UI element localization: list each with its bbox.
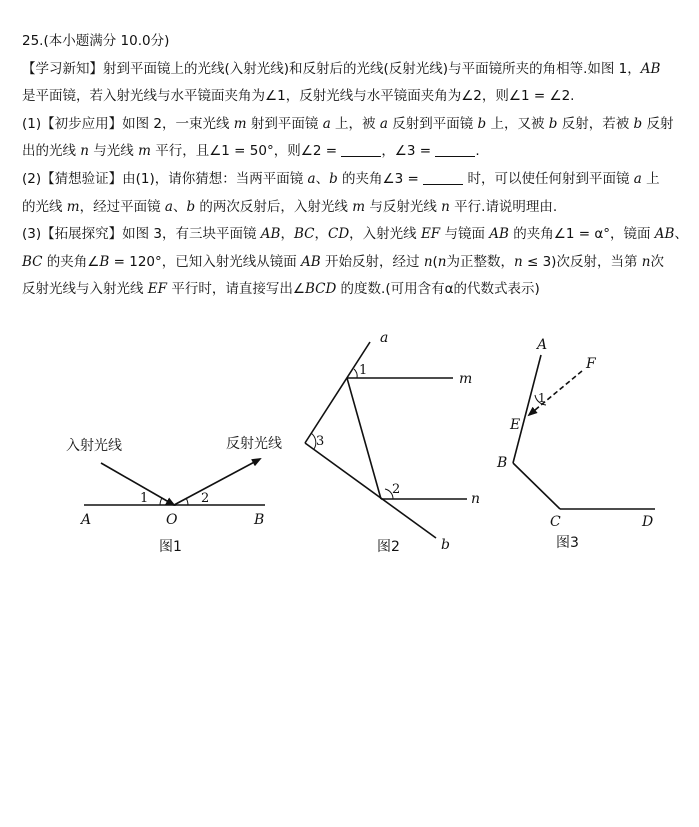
- text-segment: ，: [280, 226, 294, 243]
- text-segment: 25.(本小题满分 10.0分): [22, 33, 170, 49]
- text-segment: ，经过平面镜: [79, 198, 165, 215]
- math-variable: CD: [327, 226, 350, 243]
- text-segment: 的夹角∠3 =: [337, 170, 424, 187]
- math-variable: a: [307, 170, 316, 187]
- math-variable: m: [352, 198, 366, 215]
- text-segment: 的度数.(可用含有α的代数式表示): [336, 281, 540, 298]
- mirror-a-label: a: [380, 330, 389, 346]
- text-segment: ，: [314, 226, 328, 243]
- text-segment: 反射: [642, 115, 674, 132]
- angle-1-arc: [160, 498, 162, 505]
- math-variable: n: [423, 253, 433, 270]
- ray-m-label: m: [459, 371, 473, 387]
- figure-1-caption: 图1: [159, 539, 182, 555]
- text-segment: 平行，且∠1 = 50°，则∠2 =: [150, 143, 342, 160]
- text-segment: 与光线: [89, 143, 139, 160]
- point-d-label: D: [642, 514, 654, 530]
- text-segment: 的夹角∠: [42, 253, 100, 270]
- angle-2-label: 2: [392, 482, 401, 497]
- math-variable: n: [441, 198, 450, 215]
- math-variable: AB: [260, 226, 281, 243]
- text-segment: ，入射光线: [349, 226, 421, 243]
- math-variable: AB: [301, 253, 321, 270]
- math-variable: B: [99, 253, 110, 270]
- math-variable: b: [477, 115, 487, 132]
- text-segment: (3)【拓展探究】如图 3，有三块平面镜: [22, 226, 261, 243]
- text-segment: 是平面镜，若入射光线与水平镜面夹角为∠1，反射光线与水平镜面夹角为∠2，则∠1 = ∠2.: [22, 88, 575, 105]
- text-segment: = 120°，已知入射光线从镜面: [109, 253, 302, 270]
- math-variable: n: [641, 253, 651, 270]
- angle-1-label: 1: [359, 363, 368, 378]
- text-segment: 上: [641, 170, 660, 187]
- point-a-label: A: [537, 337, 548, 353]
- text-segment: 反射到平面镜: [387, 115, 478, 132]
- text-segment: 射到平面镜: [246, 115, 323, 132]
- text-segment: 、: [172, 198, 187, 215]
- point-o-label: O: [166, 512, 178, 528]
- text-segment: .: [475, 143, 480, 160]
- text-segment: 为正整数，: [446, 253, 514, 270]
- figure-3-caption: 图3: [556, 535, 579, 551]
- mirror-b-line: [305, 443, 436, 538]
- text-segment: 与镜面: [440, 226, 490, 243]
- math-variable: n: [514, 253, 523, 270]
- text-segment: 反射光线与入射光线: [22, 281, 148, 298]
- math-variable: a: [633, 170, 642, 187]
- point-f-label: F: [586, 356, 596, 372]
- text-segment: 【学习新知】射到平面镜上的光线(入射光线)和反射后的光线(反射光线)与平面镜所夹的角相等.如图 1，: [22, 60, 641, 77]
- figure-2: [305, 330, 480, 555]
- math-variable: AB: [489, 226, 509, 243]
- point-b-label: B: [497, 455, 508, 471]
- math-variable: AB: [654, 226, 675, 243]
- mirror-b-label: b: [441, 537, 450, 553]
- math-variable: BCD: [304, 281, 337, 298]
- ray-n-label: n: [471, 491, 481, 507]
- math-variable: m: [138, 143, 151, 160]
- reflected-label: 反射光线: [226, 436, 282, 452]
- math-variable: EF: [420, 226, 441, 243]
- angle-1-arc: [354, 369, 357, 378]
- text-segment: 时，可以使任何射到平面镜: [463, 170, 634, 187]
- text-segment: 的两次反射后，入射光线: [195, 198, 353, 215]
- text-segment: 、: [674, 226, 688, 243]
- math-variable: BC: [293, 226, 315, 243]
- angle-1-label: 1: [140, 491, 149, 506]
- mirror-bc-line: [513, 463, 560, 509]
- text-segment: 平行.请说明理由.: [449, 198, 558, 215]
- text-segment: 的光线: [22, 198, 67, 215]
- point-e-label: E: [510, 417, 521, 433]
- point-a-label: A: [81, 512, 92, 528]
- incident-label: 入射光线: [66, 438, 122, 454]
- text-segment: 上，被: [330, 115, 380, 132]
- text-segment: 上，又被: [486, 115, 549, 132]
- math-variable: b: [186, 198, 196, 215]
- text-segment: 出的光线: [22, 143, 81, 160]
- reflected-ray: [174, 459, 260, 505]
- math-variable: b: [633, 115, 643, 132]
- figure-1: [66, 435, 282, 555]
- math-variable: a: [164, 198, 173, 215]
- text-segment: 、: [315, 170, 330, 187]
- ray-between-mirrors: [347, 378, 381, 499]
- math-variable: BC: [22, 253, 43, 270]
- text-segment: 反射，若被: [557, 115, 634, 132]
- text-segment: 次: [650, 253, 664, 270]
- math-variable: b: [329, 170, 338, 187]
- math-variable: m: [233, 115, 247, 132]
- math-variable: a: [322, 115, 331, 132]
- angle-1-label: 1: [538, 391, 546, 405]
- angle-2-arc: [186, 498, 188, 505]
- math-variable: b: [548, 115, 558, 132]
- figure-2-caption: 图2: [377, 539, 400, 555]
- text-segment: 的夹角∠1 = α°，镜面: [508, 226, 655, 243]
- angle-3-label: 3: [316, 434, 325, 449]
- incident-ray-ef: [529, 371, 582, 415]
- text-segment: (2)【猜想验证】由(1)，请你猜想：当两平面镜: [22, 170, 308, 187]
- text-segment: (1)【初步应用】如图 2，一束光线: [22, 115, 234, 132]
- math-variable: AB: [640, 60, 661, 77]
- text-segment: (: [432, 253, 438, 270]
- point-b-label: B: [254, 512, 265, 528]
- math-variable: a: [379, 115, 388, 132]
- text-segment: 与反射光线: [365, 198, 442, 215]
- math-variable: n: [437, 253, 447, 270]
- text-segment: ≤ 3)次反射，当第: [522, 253, 642, 270]
- figure-3: [496, 337, 655, 551]
- math-variable: m: [66, 198, 80, 215]
- text-segment: ，∠3 =: [381, 143, 436, 160]
- incident-ray: [101, 463, 174, 505]
- angle-2-label: 2: [201, 491, 210, 506]
- math-variable: n: [80, 143, 89, 160]
- text-segment: 平行时，请直接写出∠: [167, 281, 305, 298]
- text-segment: 开始反射，经过: [320, 253, 424, 270]
- math-variable: EF: [147, 281, 168, 298]
- point-c-label: C: [550, 514, 561, 530]
